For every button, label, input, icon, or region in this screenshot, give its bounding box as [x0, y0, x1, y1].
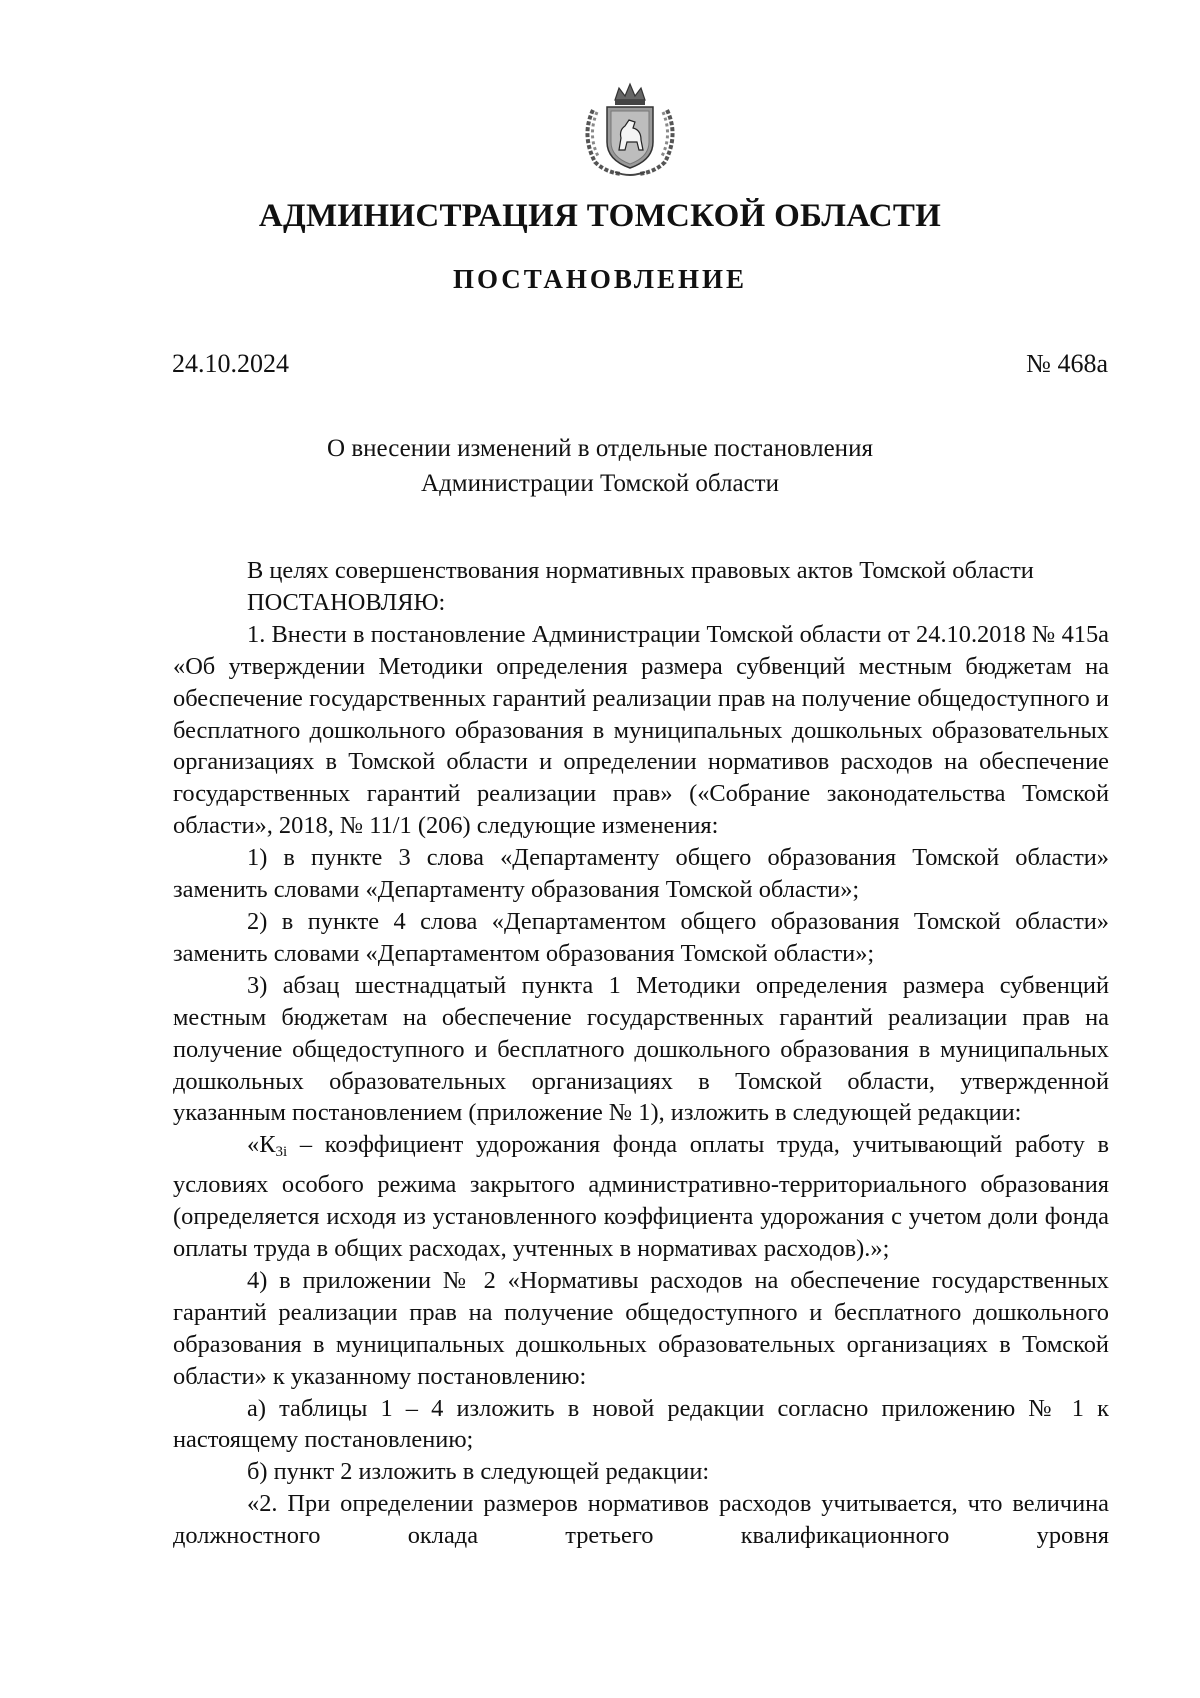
formula-subscript: 3i	[275, 1144, 288, 1161]
formula-symbol: «К	[247, 1131, 276, 1159]
organization-title: АДМИНИСТРАЦИЯ ТОМСКОЙ ОБЛАСТИ	[258, 198, 942, 234]
subject-line: О внесении изменений в отдельные постановления	[327, 435, 873, 462]
sub-item-3: 3) абзац шестнадцатый пункта 1 Методики определения размера субвенций местным бюджетам на обеспечение государственных гарантий реализации прав на получение общедоступного и бесплатного дошкольного образования в муниципальных дошкольных образовательных организациях в Томской области, утвержденной указанным постановлением (приложение № 1), изложить в следующей редакции:	[173, 971, 1109, 1127]
coat-of-arms-icon	[575, 80, 685, 180]
item-1: 1. Внести в постановление Администрации Томской области от 24.10.2018 № 415а «Об утверждении Методики определения размера субвенций местным бюджетам на обеспечение государственных гарантий реализации прав на получение общедоступного и бесплатного дошкольного образования в муниципальных дошкольных образовательных организациях в Томской области и определении нормативов расходов на обеспечение государственных гарантий реализации прав» («Собрание законодательства Томской области», 2018, № 11/1 (206) следующие изменения:	[173, 620, 1109, 840]
sub-item-4b: б) пункт 2 изложить в следующей редакции:	[247, 1458, 710, 1486]
decree-word: ПОСТАНОВЛЯЮ:	[247, 588, 446, 616]
document-number: № 468а	[1026, 349, 1108, 378]
document-date: 24.10.2024	[172, 349, 289, 378]
sub-item-4a: а) таблицы 1 – 4 изложить в новой редакции согласно приложению № 1 к настоящему постановлению;	[173, 1394, 1109, 1454]
subject-line: Администрации Томской области	[421, 470, 779, 497]
formula-paragraph	[173, 1129, 1109, 1265]
quote-paragraph: «2. При определении размеров нормативов расходов учитывается, что величина должностного оклада третьего квалификационного уровня	[173, 1490, 1109, 1550]
sub-item-1: 1) в пункте 3 слова «Департаменту общего образования Томской области» заменить словами «Департаменту образования Томской области»;	[173, 844, 1109, 904]
formula-text: – коэффициент удорожания фонда оплаты труда, учитывающий работу в условиях особого режима закрытого административно-территориального образования (определяется исходя из установленного коэффициента удорожания с учетом доли фонда оплаты труда в общих расходах, учтенных в нормативах расходов).»;	[173, 1131, 1109, 1263]
sub-item-4: 4) в приложении № 2 «Нормативы расходов на обеспечение государственных гарантий реализации прав на получение общедоступного и бесплатного дошкольного образования в муниципальных дошкольных образовательных организациях в Томской области» к указанному постановлению:	[173, 1266, 1109, 1390]
intro-paragraph: В целях совершенствования нормативных правовых актов Томской области	[247, 557, 1034, 584]
document-body	[173, 555, 1109, 1552]
document-type: ПОСТАНОВЛЕНИЕ	[452, 264, 748, 294]
document-subject	[0, 431, 1200, 501]
sub-item-2: 2) в пункте 4 слова «Департаментом общего образования Томской области» заменить словами «Департаментом образования Томской области»;	[173, 907, 1109, 967]
